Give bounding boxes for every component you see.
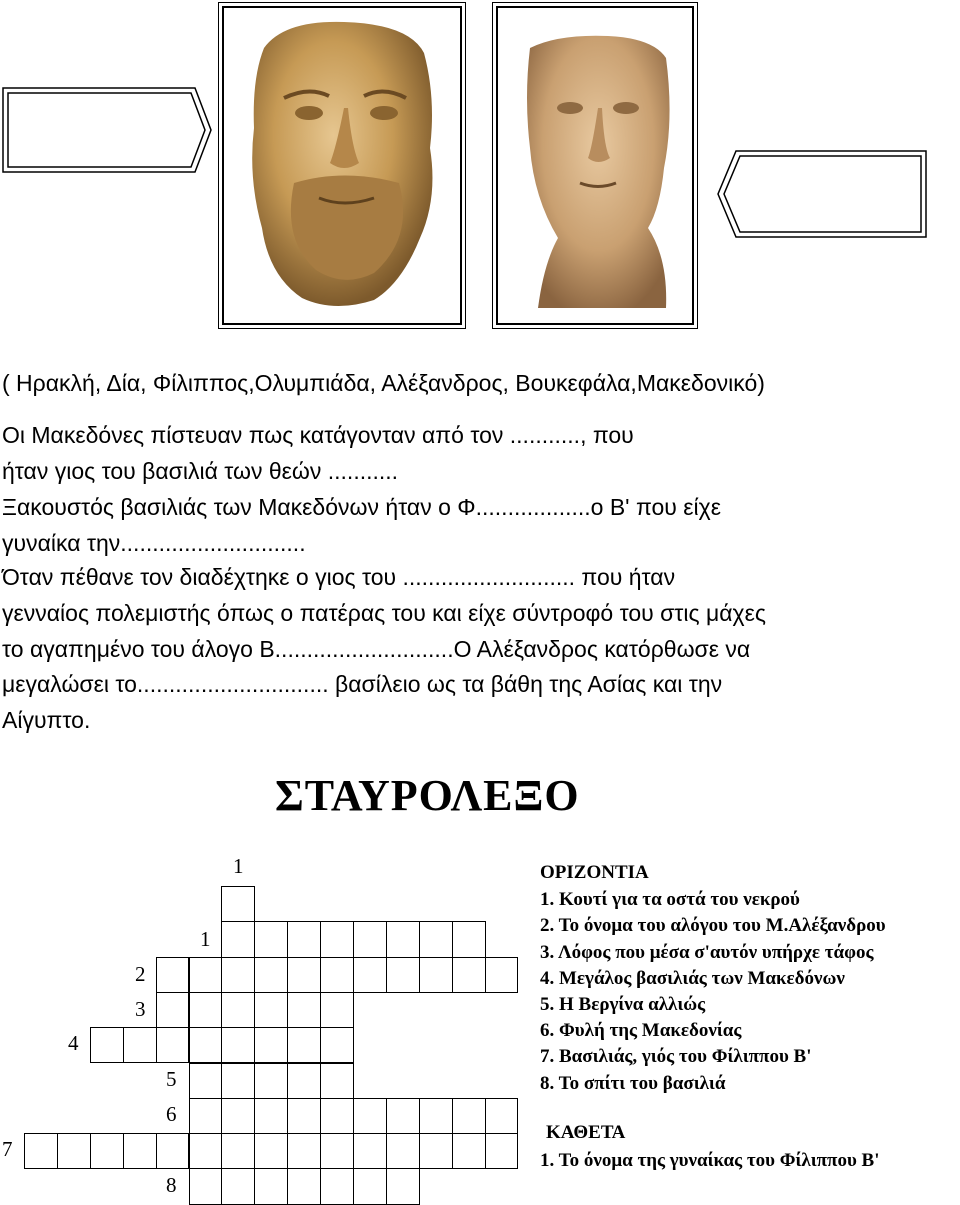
across-heading: ΟΡΙΖΟΝΤΙΑ xyxy=(540,862,649,883)
crossword-cell[interactable] xyxy=(189,1063,223,1099)
across-number-1: 1 xyxy=(200,927,211,951)
crossword-cell[interactable] xyxy=(353,957,387,993)
crossword-cell[interactable] xyxy=(452,957,486,993)
crossword-title: ΣΤΑΥΡΟΛΕΞΟ xyxy=(275,771,580,820)
crossword-cell[interactable] xyxy=(452,1133,486,1169)
paragraph-line: το αγαπημένο του άλογο Β............................Ο Αλέξανδρος κατόρθωσε να xyxy=(2,636,751,662)
across-number-8: 8 xyxy=(166,1173,177,1197)
crossword-cell[interactable] xyxy=(386,1133,420,1169)
across-number-4: 4 xyxy=(68,1031,79,1055)
crossword-cell[interactable] xyxy=(353,1168,387,1204)
philip-bust-image xyxy=(224,8,462,325)
crossword-cell[interactable] xyxy=(221,1063,255,1099)
crossword-cell[interactable] xyxy=(287,1027,321,1063)
crossword-cell[interactable] xyxy=(419,1098,453,1134)
crossword-cell[interactable] xyxy=(320,1098,354,1134)
across-number-3: 3 xyxy=(135,997,146,1021)
crossword-cell[interactable] xyxy=(419,921,453,957)
paragraph-line: γυναίκα την............................. xyxy=(2,530,306,556)
crossword-cell[interactable] xyxy=(254,1063,288,1099)
crossword-cell[interactable] xyxy=(221,1098,255,1134)
crossword-cell[interactable] xyxy=(221,1027,255,1063)
crossword-cell[interactable] xyxy=(221,921,255,957)
crossword-cell[interactable] xyxy=(320,1168,354,1204)
crossword-cell[interactable] xyxy=(287,957,321,993)
across-clue: 2. Το όνομα του αλόγου του Μ.Αλέξανδρου xyxy=(540,915,886,936)
crossword-cell[interactable] xyxy=(254,1133,288,1169)
down-heading: ΚΑΘΕΤΑ xyxy=(546,1122,626,1143)
crossword-cell[interactable] xyxy=(254,1098,288,1134)
paragraph-line: Αίγυπτο. xyxy=(2,707,91,733)
paragraph-line: Οι Μακεδόνες πίστευαν πως κατάγονταν από τον ..........., που xyxy=(2,422,634,448)
crossword-cell[interactable] xyxy=(452,1098,486,1134)
paragraph-line: μεγαλώσει το.............................. βασίλειο ως τα βάθη της Ασίας και την xyxy=(2,671,723,697)
label-tag-right-pointing xyxy=(0,85,215,175)
crossword-cell[interactable] xyxy=(419,1133,453,1169)
crossword-cell[interactable] xyxy=(419,957,453,993)
crossword-cell[interactable] xyxy=(254,1168,288,1204)
crossword-cell[interactable] xyxy=(189,957,223,993)
crossword-cell[interactable] xyxy=(90,1027,124,1063)
crossword-cell[interactable] xyxy=(287,1168,321,1204)
crossword-cell[interactable] xyxy=(320,1063,354,1099)
paragraph-line: Όταν πέθανε τον διαδέχτηκε ο γιος του ........................... που ήταν xyxy=(2,564,676,590)
crossword-cell[interactable] xyxy=(254,992,288,1028)
crossword-cell[interactable] xyxy=(320,1027,354,1063)
across-number-5: 5 xyxy=(166,1067,177,1091)
crossword-cell[interactable] xyxy=(221,1133,255,1169)
down-clue: 1. Το όνομα της γυναίκας του Φίλιππου Β' xyxy=(540,1150,880,1171)
crossword-cell[interactable] xyxy=(320,957,354,993)
crossword-cell[interactable] xyxy=(386,921,420,957)
paragraph-line: ήταν γιος του βασιλιά των θεών ........... xyxy=(2,458,399,484)
paragraph-line: γενναίος πολεμιστής όπως ο πατέρας του και είχε σύντροφό του στις μάχες xyxy=(2,600,766,626)
crossword-cell[interactable] xyxy=(156,1133,190,1169)
crossword-cell[interactable] xyxy=(189,1133,223,1169)
crossword-cell[interactable] xyxy=(386,1168,420,1204)
crossword-cell[interactable] xyxy=(189,1027,223,1063)
crossword-cell[interactable] xyxy=(189,1168,223,1204)
across-number-7: 7 xyxy=(2,1137,13,1161)
crossword-cell[interactable] xyxy=(353,1133,387,1169)
crossword-cell[interactable] xyxy=(254,921,288,957)
crossword-cell[interactable] xyxy=(123,1027,157,1063)
across-clue: 8. Το σπίτι του βασιλιά xyxy=(540,1073,726,1094)
crossword-cell[interactable] xyxy=(320,992,354,1028)
across-clue: 3. Λόφος που μέσα σ'αυτόν υπήρχε τάφος xyxy=(540,942,874,963)
crossword-cell[interactable] xyxy=(485,1098,519,1134)
crossword-cell[interactable] xyxy=(485,957,519,993)
crossword-cell[interactable] xyxy=(156,1027,190,1063)
word-bank: ( Ηρακλή, Δία, Φίλιππος,Ολυμπιάδα, Αλέξανδρος, Βουκεφάλα,Μακεδονικό) xyxy=(2,370,765,396)
crossword-cell[interactable] xyxy=(221,957,255,993)
across-clue: 7. Βασιλιάς, γιός του Φίλιππου Β' xyxy=(540,1046,812,1067)
crossword-cell[interactable] xyxy=(156,992,190,1028)
across-number-6: 6 xyxy=(166,1102,177,1126)
label-tag-left-pointing xyxy=(714,148,929,240)
crossword-cell[interactable] xyxy=(287,1063,321,1099)
crossword-cell[interactable] xyxy=(353,1098,387,1134)
crossword-cell[interactable] xyxy=(221,886,255,922)
across-clue: 5. Η Βεργίνα αλλιώς xyxy=(540,994,706,1015)
crossword-cell[interactable] xyxy=(320,1133,354,1169)
crossword-cell[interactable] xyxy=(221,992,255,1028)
crossword-cell[interactable] xyxy=(57,1133,91,1169)
crossword-cell[interactable] xyxy=(353,921,387,957)
across-clue: 6. Φυλή της Μακεδονίας xyxy=(540,1020,742,1041)
crossword-cell[interactable] xyxy=(386,1098,420,1134)
crossword-cell[interactable] xyxy=(24,1133,58,1169)
crossword-cell[interactable] xyxy=(90,1133,124,1169)
crossword-cell[interactable] xyxy=(287,1098,321,1134)
crossword-cell[interactable] xyxy=(156,957,190,993)
crossword-cell[interactable] xyxy=(485,1133,519,1169)
down-number-1: 1 xyxy=(233,854,244,878)
crossword-cell[interactable] xyxy=(287,1133,321,1169)
across-clue: 4. Μεγάλος βασιλιάς των Μακεδόνων xyxy=(540,968,845,989)
across-number-2: 2 xyxy=(135,962,146,986)
crossword-cell[interactable] xyxy=(452,921,486,957)
alexander-bust-frame xyxy=(492,2,698,329)
crossword-cell[interactable] xyxy=(254,957,288,993)
crossword-cell[interactable] xyxy=(221,1168,255,1204)
alexander-bust-image xyxy=(498,8,694,325)
crossword-cell[interactable] xyxy=(386,957,420,993)
crossword-cell[interactable] xyxy=(287,921,321,957)
crossword-cell[interactable] xyxy=(320,921,354,957)
crossword-cell[interactable] xyxy=(123,1133,157,1169)
across-clue: 1. Κουτί για τα οστά του νεκρού xyxy=(540,889,800,910)
crossword-cell[interactable] xyxy=(254,1027,288,1063)
philip-bust-frame xyxy=(218,2,466,329)
crossword-cell[interactable] xyxy=(189,1098,223,1134)
crossword-cell[interactable] xyxy=(189,992,223,1028)
paragraph-line: Ξακουστός βασιλιάς των Μακεδόνων ήταν ο Φ..................ο Β' που είχε xyxy=(2,494,721,520)
crossword-cell[interactable] xyxy=(287,992,321,1028)
